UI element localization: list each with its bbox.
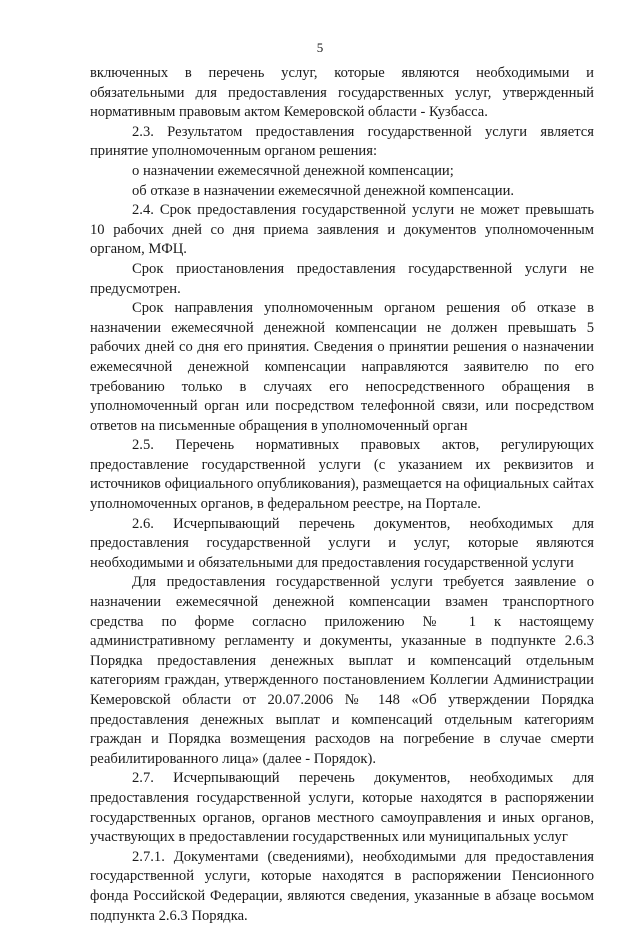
paragraph-2-3: 2.3. Результатом предоставления государственной услуги является принятие уполномоченным органом решения: [90, 123, 594, 160]
document-body [90, 64, 594, 926]
paragraph-2-5: 2.5. Перечень нормативных правовых актов, регулирующих предоставление государственной услуги (с указанием их реквизитов и источников официального опубликования), размещается на официальных сайтах уполномоченных органов, в федеральном реестре, на Портале. [90, 437, 594, 513]
paragraph-application: Для предоставления государственной услуги требуется заявление о назначении ежемесячной денежной компенсации взамен транспортного средства по форме согласно приложению № 1 к настоящему административному регламенту и документы, указанные в подпункте 2.6.3 Порядка предоставления денежных выплат и компенсаций отдельным категориям граждан, утвержденного постановлением Коллегии Администрации Кемеровской области от 20.07.2006 № 148 «Об утверждении Порядка предоставления денежных выплат и компенсаций отдельным категориям граждан и Порядка возмещения расходов на погребение в случае смерти реабилитированного лица» (далее - Порядок). [90, 574, 594, 767]
page-number: 5 [316, 40, 324, 55]
paragraph-refusal-term: Срок направления уполномоченным органом решения об отказе в назначении ежемесячной денежной компенсации не должен превышать 5 рабочих дней со дня его принятия. Сведения о принятии решения о назначении ежемесячной денежной компенсации направляются заявителю по его требованию только в случаях его непосредственного обращения в уполномоченный орган или посредством телефонной связи, или посредством ответов на письменные обращения в уполномоченный орган [90, 300, 594, 434]
list-item-refusal: об отказе в назначении ежемесячной денежной компенсации. [132, 182, 515, 199]
paragraph-2-4: 2.4. Срок предоставления государственной услуги не может превышать 10 рабочих дней со дня приема заявления и документов уполномоченным органом, МФЦ. [90, 202, 594, 258]
paragraph-suspension: Срок приостановления предоставления государственной услуги не предусмотрен. [90, 260, 594, 297]
list-item-award: о назначении ежемесячной денежной компенсации; [132, 162, 454, 179]
paragraph-continuation: включенных в перечень услуг, которые являются необходимыми и обязательными для предоставления государственных услуг, утвержденный нормативным правовым актом Кемеровской области - Кузбасса. [90, 65, 594, 121]
paragraph-2-7: 2.7. Исчерпывающий перечень документов, необходимых для предоставления государственной услуги, которые находятся в распоряжении государственных органов, органов местного самоуправления и иных органов, участвующих в предоставлении государственных или муниципальных услуг [90, 770, 594, 846]
paragraph-2-6: 2.6. Исчерпывающий перечень документов, необходимых для предоставления государственной услуги и услуг, которые являются необходимыми и обязательными для предоставления государственной услуги [90, 515, 594, 571]
paragraph-2-7-1: 2.7.1. Документами (сведениями), необходимыми для предоставления государственной услуги, которые находятся в распоряжении Пенсионного фонда Российской Федерации, являются сведения, указанные в абзаце восьмом подпункта 2.6.3 Порядка. [90, 848, 594, 924]
